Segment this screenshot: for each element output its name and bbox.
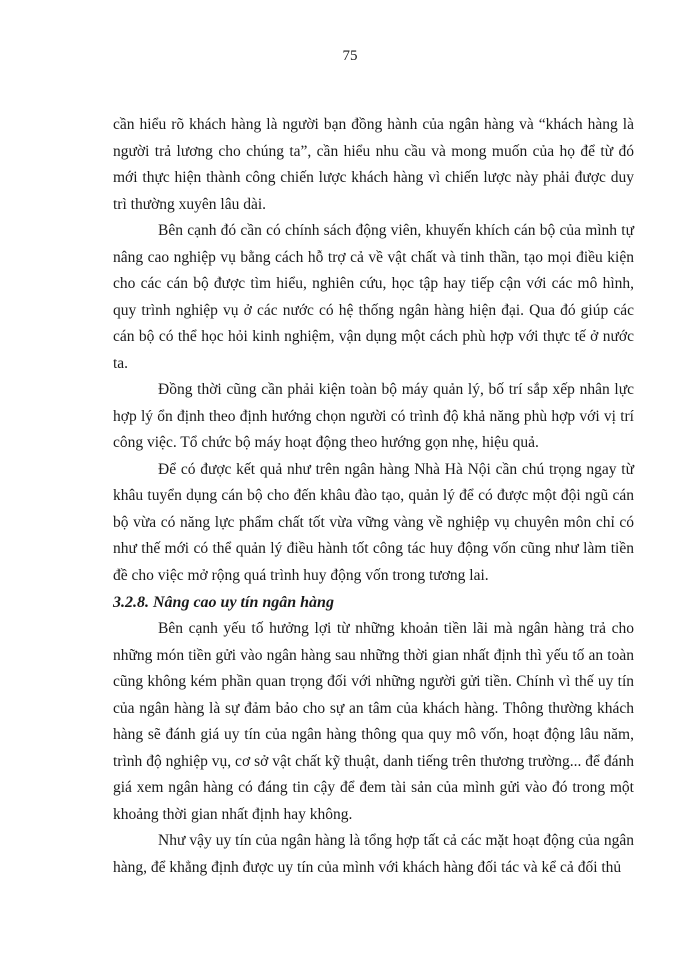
paragraph: Như vậy uy tín của ngân hàng là tổng hợp tất cả các mặt hoạt động của ngân hàng, để khẳng định được uy tín của mình với khách hàng đối tác và kể cả đối thủ [113, 832, 634, 876]
section-heading: 3.2.8. Nâng cao uy tín ngân hàng [113, 594, 334, 611]
paragraph: Bên cạnh yếu tố hưởng lợi từ những khoản tiền lãi mà ngân hàng trả cho những món tiền gửi vào ngân hàng sau những thời gian nhất định thì yếu tố an toàn cũng không kém phần quan trọng đối với những người gửi tiền. Chính vì thế uy tín của ngân hàng là sự đảm bảo cho sự an tâm của khách hàng. Thông thường khách hàng sẽ đánh giá uy tín của ngân hàng thông qua quy mô vốn, hoạt động lâu năm, trình độ nghiệp vụ, cơ sở vật chất kỹ thuật, danh tiếng trên thương trường... để đánh giá xem ngân hàng có đáng tin cậy để đem tài sản của mình gửi vào đó trong một khoảng thời gian nhất định hay không. [113, 620, 634, 823]
page-number: 75 [342, 48, 358, 64]
paragraph: Bên cạnh đó cần có chính sách động viên, khuyến khích cán bộ của mình tự nâng cao nghiệp vụ bằng cách hỗ trợ cả về vật chất và tinh thần, tạo mọi điều kiện cho các cán bộ được tìm hiểu, nghiên cứu, học tập hay tiếp cận với các mô hình, quy trình nghiệp vụ ở các nước có hệ thống ngân hàng hiện đại. Qua đó giúp các cán bộ có thể học hỏi kinh nghiệm, vận dụng một cách phù hợp với thực tế ở nước ta. [113, 222, 634, 372]
body-text [113, 112, 634, 881]
paragraph: Để có được kết quả như trên ngân hàng Nhà Hà Nội cần chú trọng ngay từ khâu tuyển dụng cán bộ cho đến khâu đào tạo, quản lý để có được một đội ngũ cán bộ vừa có năng lực phẩm chất tốt vừa vững vàng về nghiệp vụ chuyên môn chỉ có như thế mới có thể quản lý điều hành tốt công tác huy động vốn cũng như làm tiền đề cho việc mở rộng quá trình huy động vốn trong tương lai. [113, 460, 634, 584]
paragraph: cần hiểu rõ khách hàng là người bạn đồng hành của ngân hàng và “khách hàng là người trả lương cho chúng ta”, cần hiểu nhu cầu và mong muốn của họ để từ đó mới thực hiện thành công chiến lược khách hàng vì chiến lược này phải được duy trì thường xuyên lâu dài. [113, 116, 634, 213]
paragraph: Đồng thời cũng cần phải kiện toàn bộ máy quản lý, bố trí sắp xếp nhân lực hợp lý ổn định theo định hướng chọn người có trình độ khả năng phù hợp với vị trí công việc. Tổ chức bộ máy hoạt động theo hướng gọn nhẹ, hiệu quả. [113, 381, 634, 451]
